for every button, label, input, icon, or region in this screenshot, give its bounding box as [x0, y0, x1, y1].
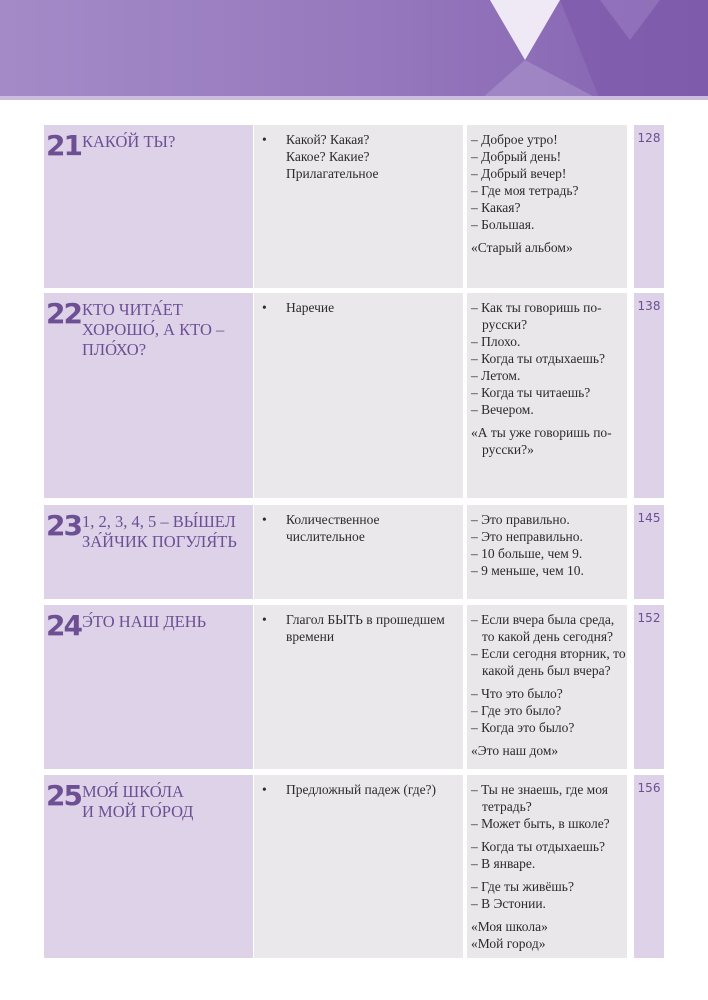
lesson-title: КТО ЧИТА́ЕТ ХОРОШО́, А КТО – ПЛО́ХО?: [82, 300, 225, 359]
lesson-title-cell: [44, 125, 253, 288]
phrase: – Что это было?: [471, 686, 563, 701]
lesson-row: [0, 125, 708, 288]
phrase: «Это наш дом»: [471, 743, 559, 758]
phrases-cell: [467, 605, 627, 769]
grammar-cell: [254, 293, 463, 498]
bullet: •: [262, 612, 267, 627]
phrase: «А ты уже говоришь по-русски?»: [471, 425, 612, 457]
grammar-text: Наречие: [286, 300, 335, 315]
page-number: 152: [637, 611, 661, 625]
grammar-cell: [254, 775, 463, 958]
grammar-topic: [262, 781, 459, 798]
phrase: – 9 меньше, чем 10.: [471, 563, 584, 578]
lesson-number: 21: [46, 129, 81, 162]
phrases-cell: [467, 125, 627, 288]
phrase: – Ты не знаешь, где моя тетрадь?: [471, 782, 608, 814]
phrase: – Летом.: [471, 368, 521, 383]
phrases-list: [471, 781, 627, 952]
phrases-list: [471, 131, 627, 256]
lesson-row: [0, 775, 708, 958]
phrases-cell: [467, 775, 627, 958]
phrase: – Это правильно.: [471, 512, 570, 527]
phrase: – 10 больше, чем 9.: [471, 546, 583, 561]
lesson-title-cell: [44, 775, 253, 958]
grammar-topic: [262, 131, 459, 182]
bullet: •: [262, 512, 267, 527]
grammar-text: Глагол БЫТЬ в прошедшем времени: [286, 612, 445, 644]
phrase: – Это неправильно.: [471, 529, 583, 544]
phrase: – Если сегодня вторник, то какой день был вчера?: [471, 646, 626, 678]
grammar-text: Количественное числительное: [286, 512, 380, 544]
lesson-number: 22: [46, 297, 81, 330]
page-cell: [634, 775, 664, 958]
grammar-cell: [254, 125, 463, 288]
page-number: 156: [637, 781, 661, 795]
phrase: – Когда это было?: [471, 720, 575, 735]
header-decoration: [0, 0, 708, 100]
phrase: – Плохо.: [471, 334, 521, 349]
grammar-cell: [254, 605, 463, 769]
grammar-cell: [254, 505, 463, 599]
lesson-title: КАКО́Й ТЫ?: [82, 132, 176, 151]
phrase: – В январе.: [471, 856, 536, 871]
phrase: – Может быть, в школе?: [471, 816, 610, 831]
phrase: – Где ты живёшь?: [471, 879, 574, 894]
phrases-cell: [467, 505, 627, 599]
phrase: – Где моя тетрадь?: [471, 183, 579, 198]
lesson-number: 23: [46, 509, 81, 542]
page-cell: [634, 605, 664, 769]
lesson-title-cell: [44, 293, 253, 498]
phrases-list: [471, 511, 627, 579]
phrase: «Мой город»: [471, 936, 546, 951]
page-number: 128: [637, 131, 661, 145]
page-cell: [634, 125, 664, 288]
lesson-number: 24: [46, 609, 81, 642]
phrase: – Доброе утро!: [471, 132, 558, 147]
phrase: – Вечером.: [471, 402, 534, 417]
page-cell: [634, 505, 664, 599]
bullet: •: [262, 132, 267, 147]
phrase: – Когда ты отдыхаешь?: [471, 351, 605, 366]
phrase: – Добрый вечер!: [471, 166, 567, 181]
grammar-topic: [262, 299, 459, 316]
phrase: – Если вчера была среда, то какой день сегодня?: [471, 612, 615, 644]
lesson-title-cell: [44, 505, 253, 599]
phrase: – Как ты говоришь по-русски?: [471, 300, 602, 332]
grammar-topic: [262, 611, 459, 645]
phrase: – Какая?: [471, 200, 521, 215]
header-stripe: [0, 96, 708, 100]
phrase: «Старый альбом»: [471, 240, 573, 255]
phrase: – Большая.: [471, 217, 535, 232]
lesson-title-cell: [44, 605, 253, 769]
grammar-text: Предложный падеж (где?): [286, 782, 437, 797]
lesson-title: 1, 2, 3, 4, 5 – ВЫ́ШЕЛ ЗА́ЙЧИК ПОГУЛЯ́ТЬ: [82, 512, 237, 551]
bullet: •: [262, 782, 267, 797]
lesson-title: Э́ТО НАШ ДЕНЬ: [82, 612, 207, 631]
lesson-title: МОЯ́ ШКО́ЛА И МОЙ ГО́РОД: [82, 782, 194, 821]
phrase: – Когда ты отдыхаешь?: [471, 839, 605, 854]
phrases-list: [471, 299, 627, 458]
phrases-cell: [467, 293, 627, 498]
phrase: – Когда ты читаешь?: [471, 385, 591, 400]
lesson-row: [0, 605, 708, 769]
page-header-banner: [0, 0, 708, 100]
grammar-topic: [262, 511, 459, 545]
lesson-number: 25: [46, 779, 81, 812]
phrase: – В Эстонии.: [471, 896, 546, 911]
phrases-list: [471, 611, 627, 759]
lesson-row: [0, 293, 708, 498]
phrase: – Добрый день!: [471, 149, 562, 164]
grammar-text: Какой? Какая? Какое? Какие? Прилагательное: [286, 132, 379, 181]
page-number: 138: [637, 299, 661, 313]
phrase: «Моя школа»: [471, 919, 548, 934]
lesson-row: [0, 505, 708, 599]
bullet: •: [262, 300, 267, 315]
page-cell: [634, 293, 664, 498]
page-number: 145: [637, 511, 661, 525]
phrase: – Где это было?: [471, 703, 562, 718]
